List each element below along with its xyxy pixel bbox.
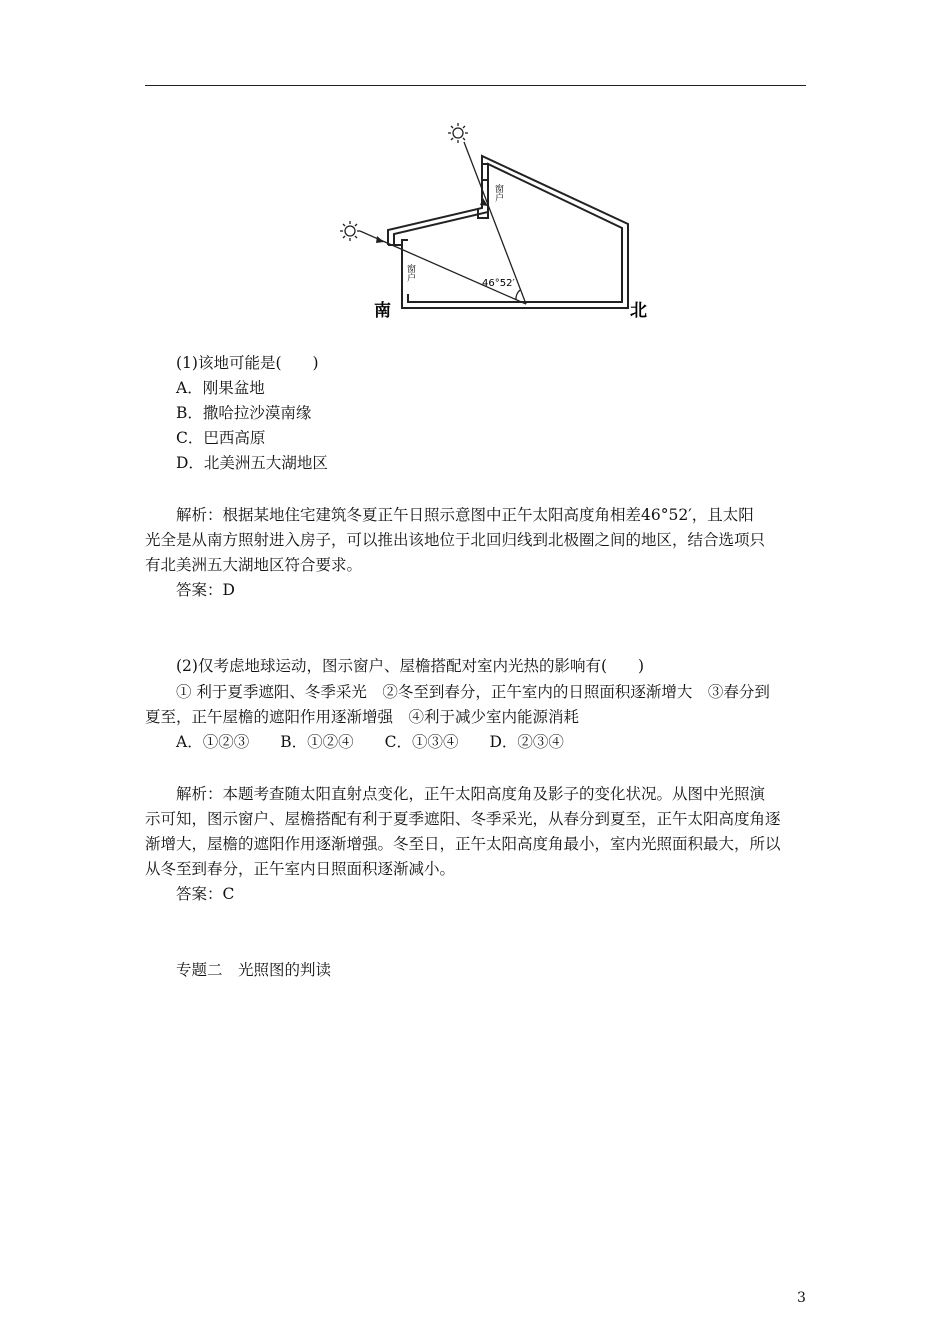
q2-analysis-line: 渐增大，屋檐的遮阳作用逐渐增强。冬至日，正午太阳高度角最小，室内光照面积最大，所以 <box>145 835 781 853</box>
section-title: 专题二 光照图的判读 <box>176 961 332 979</box>
q1-analysis-line: 解析：根据某地住宅建筑冬夏正午日照示意图中正午太阳高度角相差46°52′，且太阳 <box>176 506 754 524</box>
q1-answer: 答案：D <box>176 581 235 599</box>
q2-analysis-line: 从冬至到春分，正午室内日照面积逐渐减小。 <box>145 860 456 878</box>
house-sunlight-diagram <box>330 118 660 330</box>
label-angle: 46°52′ <box>482 278 515 289</box>
header-rule <box>145 85 806 86</box>
q1-analysis-line: 有北美洲五大湖地区符合要求。 <box>145 556 363 574</box>
sun-icon <box>448 123 468 143</box>
label-window-lower: 窗户 <box>405 264 415 282</box>
q2-statement-line: ① 利于夏季遮阳、冬季采光 ②冬至到春分，正午室内的日照面积逐渐增大 ③春分到 <box>176 683 770 701</box>
q1-option-c: C．巴西高原 <box>176 429 266 447</box>
q2-statement-line: 夏至，正午屋檐的遮阳作用逐渐增强 ④利于减少室内能源消耗 <box>145 708 580 726</box>
sun-icon-winter <box>340 221 360 241</box>
winter-sun-ray <box>360 231 526 304</box>
page-number: 3 <box>797 1290 806 1306</box>
q1-stem: (1)该地可能是( ) <box>176 354 319 372</box>
q1-option-b: B．撒哈拉沙漠南缘 <box>176 404 312 422</box>
q1-option-d: D．北美洲五大湖地区 <box>176 454 328 472</box>
q1-analysis-line: 光全是从南方照射进入房子，可以推出该地位于北回归线到北极圈之间的地区，结合选项只 <box>145 531 766 549</box>
q1-option-a: A．刚果盆地 <box>176 379 265 397</box>
label-window-upper: 窗户 <box>493 184 503 202</box>
q2-analysis-line: 示可知，图示窗户、屋檐搭配有利于夏季遮阳、冬季采光，从春分到夏至，正午太阳高度角逐 <box>145 810 781 828</box>
q2-answer: 答案：C <box>176 885 235 903</box>
q2-options: A．①②③ B．①②④ C．①③④ D．②③④ <box>176 733 564 751</box>
label-north: 北 <box>630 301 647 321</box>
q2-stem: (2)仅考虑地球运动，图示窗户、屋檐搭配对室内光热的影响有( ) <box>176 657 645 675</box>
label-south: 南 <box>374 301 391 321</box>
q2-analysis-line: 解析：本题考查随太阳直射点变化，正午太阳高度角及影子的变化状况。从图中光照演 <box>176 785 766 803</box>
